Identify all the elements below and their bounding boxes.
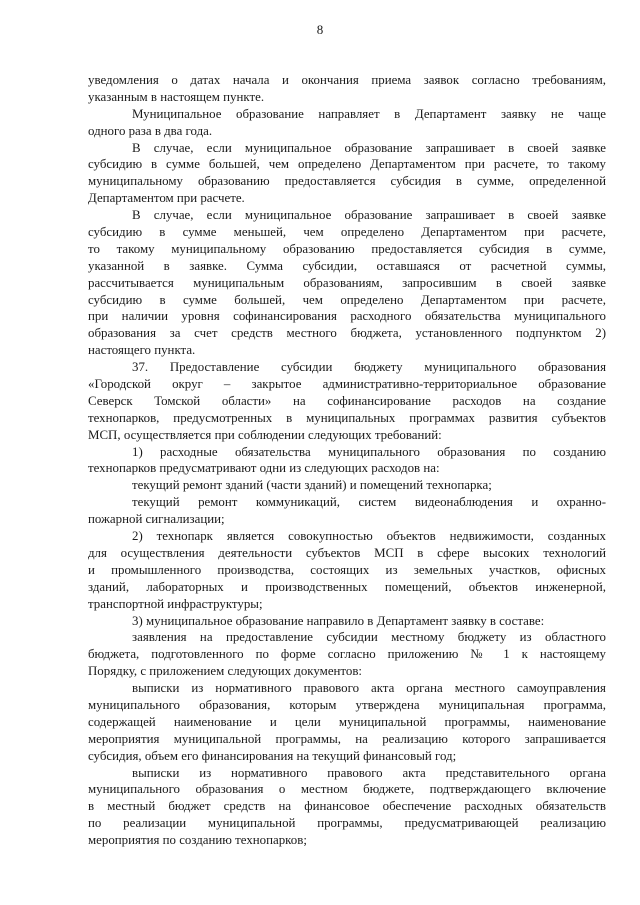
text-line: мероприятия по созданию технопарков; (88, 833, 307, 848)
text-line: Порядку, с приложением следующих документов: (88, 664, 363, 679)
text-line: 3) муниципальное образование направило в Департамент заявку в составе: (132, 613, 545, 628)
page-number: 8 (316, 22, 324, 37)
text-line: субсидию в сумме большей, чем определено Департаментом при расчете, то такому (88, 157, 606, 172)
text-line: текущий ремонт зданий (части зданий) и помещений технопарка; (132, 478, 492, 493)
text-line: мероприятия муниципальной программы, на реализацию которого запрашивается (88, 731, 606, 746)
text-line: технопарков предусматривают одни из следующих расходов на: (88, 461, 440, 476)
text-line: «Городской округ – закрытое административно-территориальное образование (88, 377, 606, 392)
text-line: одного раза в два года. (88, 123, 213, 138)
text-line: бюджета, подготовленного по форме согласно приложению № 1 к настоящему (88, 647, 606, 662)
text-line: субсидия, объем его финансирования на текущий финансовый год; (88, 748, 457, 763)
text-line: то такому муниципальному образованию предоставляется субсидия в сумме, (88, 241, 606, 256)
text-line: уведомления о датах начала и окончания приема заявок согласно требованиям, (88, 73, 606, 87)
text-line: для осуществления деятельности субъектов МСП в сфере высоких технологий (88, 545, 606, 560)
text-line: муниципального образования, которым утверждена муниципальная программа, (88, 697, 606, 712)
text-line: субсидию в сумме большей, чем определено Департаментом при расчете, (88, 292, 606, 307)
text-line: Муниципальное образование направляет в Департамент заявку не чаще (132, 106, 606, 121)
text-line: в местный бюджет средств на финансовое обеспечение расходных обязательств (88, 799, 606, 814)
text-line: выписки из нормативного правового акта представительного органа (132, 765, 606, 780)
text-line: образования за счет средств местного бюджета, установленного подпунктом 2) (88, 326, 606, 341)
text-line: субсидию в сумме меньшей, чем определено Департаментом при расчете, (88, 225, 606, 240)
text-line: Северск Томской области» на софинансирование расходов на создание (88, 393, 606, 408)
text-line: рассчитывается муниципальным образованиям, запросившим в своей заявке (88, 275, 606, 290)
text-line: при наличии уровня софинансирования расходного обязательства муниципального (88, 309, 606, 324)
text-line: указанным в настоящем пункте. (88, 89, 265, 104)
text-line: 2) технопарк является совокупностью объектов недвижимости, созданных (132, 529, 606, 544)
text-line: пожарной сигнализации; (88, 512, 225, 527)
text-line: указанной в заявке. Сумма субсидии, оставшаяся от расчетной суммы, (88, 258, 606, 273)
text-line: содержащей наименование и цели муниципальной программы, наименование (88, 714, 606, 729)
text-line: технопарков, предусмотренных в муниципальных программах развития субъектов (88, 410, 606, 425)
text-line: МСП, осуществляется при соблюдении следующих требований: (88, 427, 442, 442)
document-body (88, 72, 606, 849)
text-line: В случае, если муниципальное образование запрашивает в своей заявке (132, 140, 606, 155)
text-line: В случае, если муниципальное образование запрашивает в своей заявке (132, 208, 606, 223)
text-line: муниципальному образованию предоставляется субсидия в сумме, определенной (88, 174, 606, 189)
text-line: 37. Предоставление субсидии бюджету муниципального образования (132, 360, 606, 375)
text-line: заявления на предоставление субсидии местному бюджету из областного (132, 630, 606, 645)
text-line: транспортной инфраструктуры; (88, 596, 263, 611)
text-line: и промышленного производства, состоящих из земельных участков, офисных (88, 562, 606, 577)
text-line: настоящего пункта. (88, 343, 196, 358)
text-line: Департаментом при расчете. (88, 191, 245, 206)
text-line: текущий ремонт коммуникаций, систем видеонаблюдения и охранно- (132, 495, 606, 510)
text-line: 1) расходные обязательства муниципального образования по созданию (132, 444, 606, 459)
text-line: выписки из нормативного правового акта органа местного самоуправления (132, 681, 606, 696)
text-line: зданий, лабораторных и производственных помещений, объектов инженерной, (88, 579, 606, 594)
text-line: муниципального образования о местном бюджете, подтверждающего включение (88, 782, 606, 797)
text-line: по реализации муниципальной программы, предусматривающей реализацию (88, 816, 606, 831)
